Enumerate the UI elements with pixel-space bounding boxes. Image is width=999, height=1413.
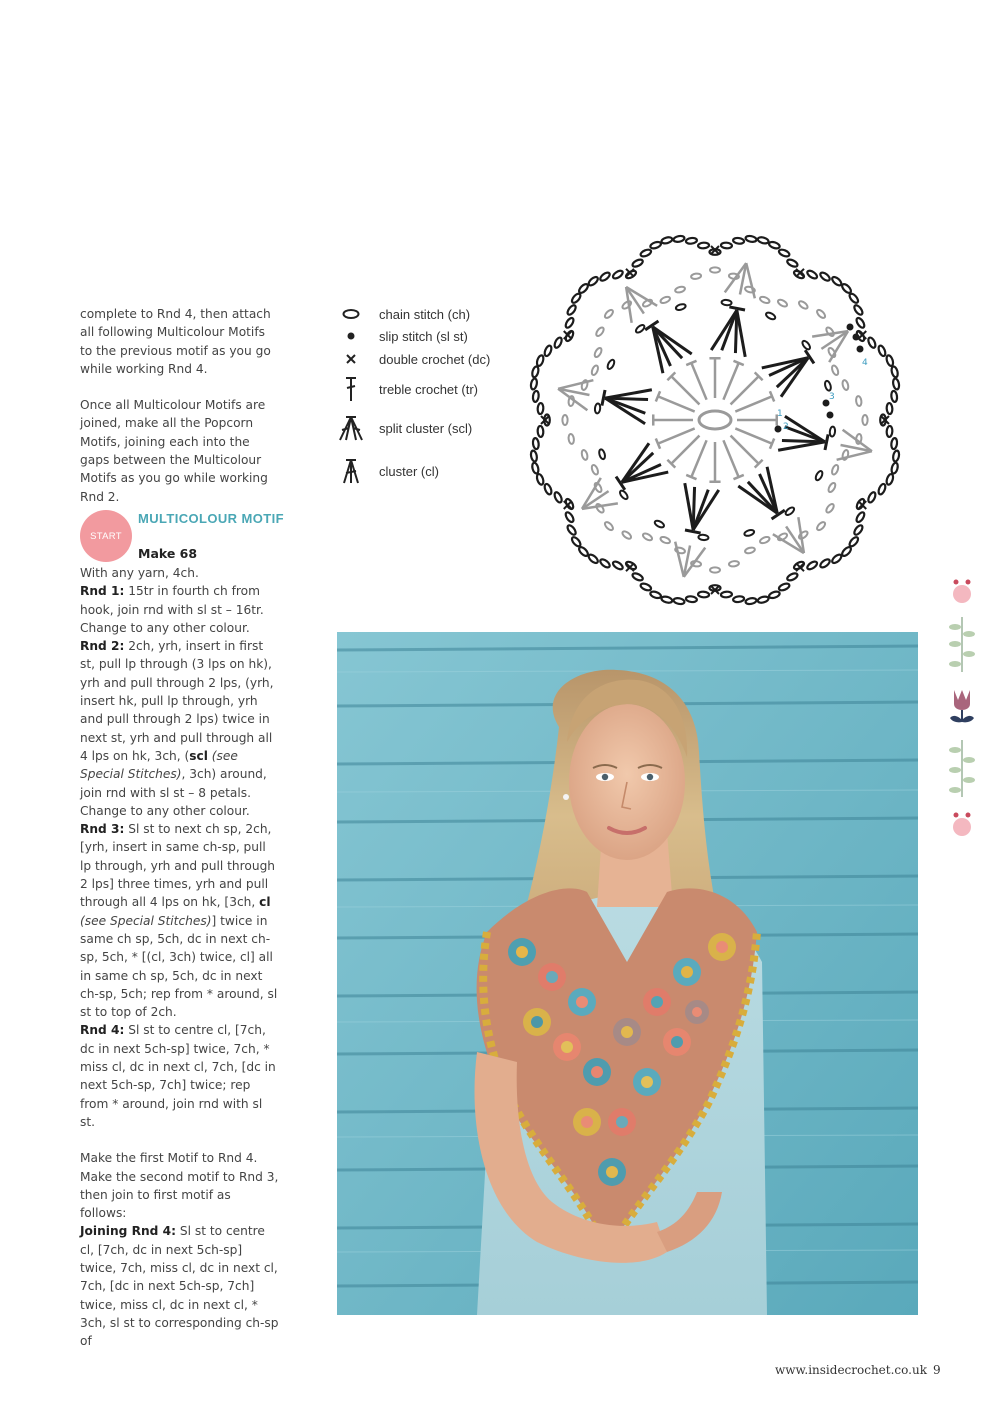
chain-stitch-mark [816, 309, 827, 320]
treble-stitch-mark [671, 436, 699, 464]
cluster-top-mark [729, 307, 745, 310]
chain-stitch-mark [853, 304, 864, 316]
flower-icon [953, 580, 971, 604]
chain-stitch-mark [853, 524, 864, 536]
chain-stitch-mark [593, 482, 603, 493]
chain-stitch-mark [566, 304, 577, 316]
round-number-4: 4 [862, 358, 868, 368]
chain-stitch-mark [621, 530, 632, 540]
chain-stitch-mark [841, 546, 853, 558]
chain-stitch-mark [650, 590, 662, 599]
pattern-instructions [80, 564, 280, 1350]
chain-stitch-mark [591, 464, 600, 475]
chain-stitch-mark [768, 590, 780, 599]
legend-row-tr: treble crochet (tr) [336, 375, 478, 403]
split-cluster-mark [778, 442, 825, 450]
chain-stitch-mark [566, 524, 577, 536]
chain-stitch-mark [891, 391, 898, 403]
chain-stitch-mark [721, 299, 731, 305]
chain-stitch-mark [891, 462, 899, 474]
chain-stitch-mark [698, 591, 709, 597]
chain-stitch-mark [891, 366, 899, 378]
chain-stitch-mark [593, 347, 603, 358]
chain-stitch-mark [831, 553, 843, 564]
chain-stitch-mark [562, 415, 567, 425]
chain-stitch-mark [806, 560, 818, 571]
treble-stitch-mark [731, 436, 759, 464]
treble-stitch-mark [671, 376, 699, 404]
chain-stitch-mark [587, 553, 599, 564]
chain-stitch-mark [631, 258, 643, 268]
chain-stitch-mark [531, 366, 539, 378]
chain-stitch-mark [532, 391, 539, 403]
chain-stitch-mark [604, 521, 615, 532]
chain-stitch-mark [691, 273, 702, 279]
chain-stitch-mark [744, 547, 755, 555]
chain-stitch-mark [578, 546, 590, 558]
treble-stitch-mark [723, 440, 738, 477]
split-cluster-icon [336, 414, 366, 442]
tulip-icon [950, 690, 974, 722]
chain-stitch-mark [581, 380, 589, 391]
chain-stitch-mark [543, 345, 552, 357]
chain-stitch-mark [777, 532, 788, 542]
chain-stitch-mark [786, 258, 798, 268]
round-number-2: 2 [783, 422, 789, 432]
split-cluster-mark [605, 390, 652, 398]
legend-row-chain: chain stitch (ch) [336, 300, 470, 328]
chain-stitch-mark [745, 235, 757, 243]
chain-stitch-mark [553, 336, 563, 348]
chain-stitch-mark [660, 536, 671, 545]
chain-stitch-mark [827, 482, 837, 493]
chain-stitch-mark [686, 596, 698, 603]
chain-stitch-mark [784, 506, 795, 516]
start-badge: START [80, 510, 132, 562]
chain-stitch-mark [650, 241, 662, 250]
chain-stitch-mark [885, 473, 894, 485]
chain-stitch-mark [806, 269, 818, 280]
chain-stitch-mark [594, 403, 600, 413]
chain-stitch-mark [825, 503, 835, 514]
chain-stitch-mark [587, 275, 599, 286]
photo-illustration [337, 632, 918, 1315]
chain-stitch-mark [886, 403, 892, 414]
chain-stitch-mark [877, 345, 886, 357]
make-first-motif: Make the first Motif to Rnd 4. Make the second motif to Rnd 3, then join to first motif as follows: [80, 1151, 279, 1221]
chain-stitch-mark [710, 567, 720, 572]
chain-stitch-mark [598, 449, 606, 460]
chain-stitch-mark [578, 283, 590, 295]
chain-stitch-mark [778, 582, 790, 591]
chain-stitch-mark [686, 237, 698, 244]
round-4: Rnd 4: Sl st to centre cl, [7ch, dc in next 5ch-sp] twice, 7ch, * miss cl, dc in next cl, 7ch, [dc in next 5ch-sp, 7ch] twice; rep from * around, join rnd with sl st. [80, 1023, 276, 1129]
chain-stitch-mark [640, 248, 652, 257]
chain-stitch-mark [675, 286, 686, 294]
chain-stitch-mark [612, 560, 624, 571]
treble-stitch-mark [731, 376, 759, 404]
chain-stitch-mark [570, 292, 581, 304]
chain-stitch-mark [831, 365, 840, 376]
chain-stitch-mark [642, 298, 653, 308]
flower-icon [953, 813, 971, 837]
treble-stitch-mark [691, 440, 706, 477]
website-url: www.insidecrochet.co.uk [775, 1363, 927, 1377]
side-floral-decoration [944, 572, 980, 842]
chain-stitch-mark [777, 298, 788, 308]
chain-stitch-mark [599, 558, 611, 569]
intro-paragraph-1: complete to Rnd 4, then attach all following Multicolour Motifs to the previous motif as you go while working Rnd 4. [80, 307, 271, 376]
page-footer [775, 1363, 941, 1377]
chain-stitch-mark [530, 378, 538, 390]
make-count: Make 68 [138, 546, 198, 561]
slip-stitch-mark [827, 412, 834, 419]
cluster-top-mark [825, 434, 828, 450]
chain-stitch-mark [831, 275, 843, 286]
round-number-3: 3 [829, 392, 835, 402]
slip-stitch-mark [775, 426, 782, 433]
chain-stitch-mark [729, 561, 740, 567]
crochet-chart-diagram [520, 225, 910, 615]
chain-stitch-mark [848, 292, 859, 304]
chain-stitch-mark [778, 248, 790, 257]
chain-stitch-mark [640, 582, 652, 591]
chain-stitch-mark [631, 572, 643, 582]
chain-stitch-mark [570, 536, 581, 548]
round-number-1: 1 [777, 409, 783, 419]
chain-stitch-mark [745, 597, 757, 605]
chain-stitch-mark [885, 355, 894, 367]
chain-stitch-mark [855, 511, 866, 523]
chain-stitch-mark [661, 596, 673, 604]
chain-stitch-mark [841, 283, 853, 295]
chain-stitch-mark [831, 464, 840, 475]
chain-stitch-mark [757, 236, 769, 244]
chain-stitch-mark [892, 450, 900, 462]
chain-stitch-mark [710, 267, 720, 272]
chain-stitch-mark [798, 300, 809, 310]
legend-row-slip: slip stitch (sl st) [336, 322, 468, 350]
split-cluster-mark [737, 310, 745, 357]
chain-stitch-mark [543, 483, 552, 495]
chain-stitch-mark [855, 317, 866, 329]
chain-stitch-mark [891, 438, 898, 450]
leaf-sprig-icon [949, 617, 975, 672]
slip-stitch-mark [857, 346, 864, 353]
chain-stitch-mark [635, 324, 646, 334]
chain-stitch-mark [673, 235, 685, 243]
chain-stitch-mark [595, 326, 605, 337]
chain-stitch-mark [867, 336, 877, 348]
chain-stitch-mark [568, 434, 574, 445]
page-number: 9 [932, 1363, 941, 1377]
chain-stitch-mark [848, 536, 859, 548]
treble-crochet-icon [336, 375, 366, 403]
chain-stitch-mark [892, 378, 900, 390]
chain-stitch-mark [606, 359, 615, 370]
chain-stitch-mark [673, 597, 685, 605]
chain-stitch-mark [829, 426, 835, 436]
chain-stitch-mark [721, 591, 732, 597]
chain-stitch-mark [786, 572, 798, 582]
chain-stitch-mark [827, 347, 837, 358]
chain-stitch-mark [599, 271, 611, 282]
cluster-top-mark [602, 390, 605, 406]
joining-round-4: Joining Rnd 4: Sl st to centre cl, [7ch, dc in next 5ch-sp] twice, 7ch, miss cl, dc in next cl, 7ch, [dc in next 5ch-sp, 7ch] twice, miss cl, dc in next cl, * 3ch, sl st to corresponding ch-sp of [80, 1224, 279, 1349]
chain-stitch-mark [842, 449, 850, 460]
intro-text [80, 305, 280, 506]
section-title: MULTICOLOUR MOTIF [138, 511, 284, 526]
chain-stitch-mark [698, 534, 708, 540]
chain-stitch-mark [564, 511, 575, 523]
chain-stitch-mark [532, 438, 539, 450]
treble-stitch-mark [723, 363, 738, 400]
treble-stitch-mark [691, 363, 706, 400]
pattern-start-line: With any yarn, 4ch. [80, 566, 199, 580]
chain-stitch-mark [537, 403, 543, 414]
double-crochet-icon [336, 345, 366, 373]
chain-stitch-mark [877, 483, 886, 495]
leaf-sprig-icon [949, 740, 975, 797]
chain-stitch-mark [759, 296, 770, 305]
treble-stitch-mark [735, 396, 772, 411]
round-1: Rnd 1: 15tr in fourth ch from hook, join rnd with sl st – 16tr. [80, 584, 264, 617]
chain-stitch-mark [867, 491, 877, 503]
center-ring [699, 411, 731, 429]
chain-stitch-mark [654, 519, 665, 528]
treble-stitch-mark [658, 396, 695, 411]
legend-row-cl: cluster (cl) [336, 457, 439, 485]
legend-row-scl: split cluster (scl) [336, 414, 472, 442]
slip-stitch-mark [853, 334, 860, 341]
chain-stitch-mark [660, 296, 671, 305]
chain-stitch-mark [886, 426, 892, 437]
chain-stitch-mark [536, 355, 545, 367]
chain-stitch-mark [591, 365, 600, 376]
colour-change-1: Change to any other colour. [80, 620, 250, 635]
chain-stitch-mark [819, 558, 831, 569]
chain-stitch-mark [619, 489, 629, 500]
model-photo [337, 632, 918, 1315]
chain-stitch-mark [744, 529, 755, 537]
chain-stitch-mark [604, 309, 615, 320]
chain-stitch-mark [612, 269, 624, 280]
legend-row-dc: double crochet (dc) [336, 345, 490, 373]
chain-stitch-mark [536, 473, 545, 485]
chain-stitch-mark [537, 426, 543, 437]
chain-stitch-mark [675, 303, 686, 311]
chain-stitch-mark [733, 237, 745, 244]
treble-stitch-mark [658, 428, 695, 443]
split-cluster-mark [685, 483, 693, 530]
cluster-top-mark [685, 530, 701, 533]
round-2: Rnd 2: 2ch, yrh, insert in first st, pull lp through (3 lps on hk), yrh and pull through 2 lps, (yrh, insert hk, pull lp through, yrh and pull through 2 lps) twice in next st, yrh and pull through all 4 lps on hk, 3ch, (scl (see Special Stitches), 3ch) around, join rnd with sl st – 8 petals. [80, 639, 274, 800]
round-3: Rnd 3: Sl st to next ch sp, 2ch, [yrh, insert in same ch-sp, pull lp through, yrh and pull through 2 lps] three times, yrh and pull through all 4 lps on hk, [3ch, cl (see Special Stitches)] twice in same ch sp, 5ch, dc in next ch-sp, 5ch, * [(cl, 3ch) twice, cl] all in same ch sp, 5ch, dc in next ch-sp, 5ch; rep from * around, sl st to top of 2ch. [80, 822, 278, 1020]
chain-stitch-mark [744, 286, 755, 294]
chain-stitch-mark [765, 311, 776, 320]
chain-stitch-mark [757, 596, 769, 604]
chain-stitch-mark [862, 415, 867, 425]
chain-stitch-mark [824, 380, 832, 391]
slip-stitch-mark [847, 324, 854, 331]
intro-paragraph-2: Once all Multicolour Motifs are joined, make all the Popcorn Motifs, joining each into the gaps between the Multicolour Motifs as you go while working Rnd 2. [80, 398, 268, 504]
chain-stitch-mark [816, 521, 827, 532]
chain-stitch-mark [814, 470, 823, 481]
chain-stitch-mark [721, 242, 732, 248]
treble-stitch-mark [735, 428, 772, 443]
chain-stitch-mark [733, 596, 745, 603]
chain-stitch-mark [856, 396, 862, 407]
chain-stitch-mark [819, 271, 831, 282]
chain-stitch-mark [642, 532, 653, 542]
chain-stitch-mark [801, 340, 811, 351]
cluster-icon [336, 457, 366, 485]
colour-change-2: Change to any other colour. [80, 803, 250, 818]
chain-stitch-mark [661, 236, 673, 244]
chain-stitch-mark [759, 536, 770, 545]
chain-stitch-mark [553, 491, 563, 503]
chain-stitch-mark [531, 462, 539, 474]
chain-stitch-mark [530, 450, 538, 462]
chain-stitch-mark [675, 547, 686, 555]
chain-stitch-mark [768, 241, 780, 250]
chain-stitch-mark [581, 449, 589, 460]
chain-stitch-mark [698, 242, 709, 248]
chain-stitch-mark [564, 317, 575, 329]
chain-stitch-mark [842, 380, 850, 391]
